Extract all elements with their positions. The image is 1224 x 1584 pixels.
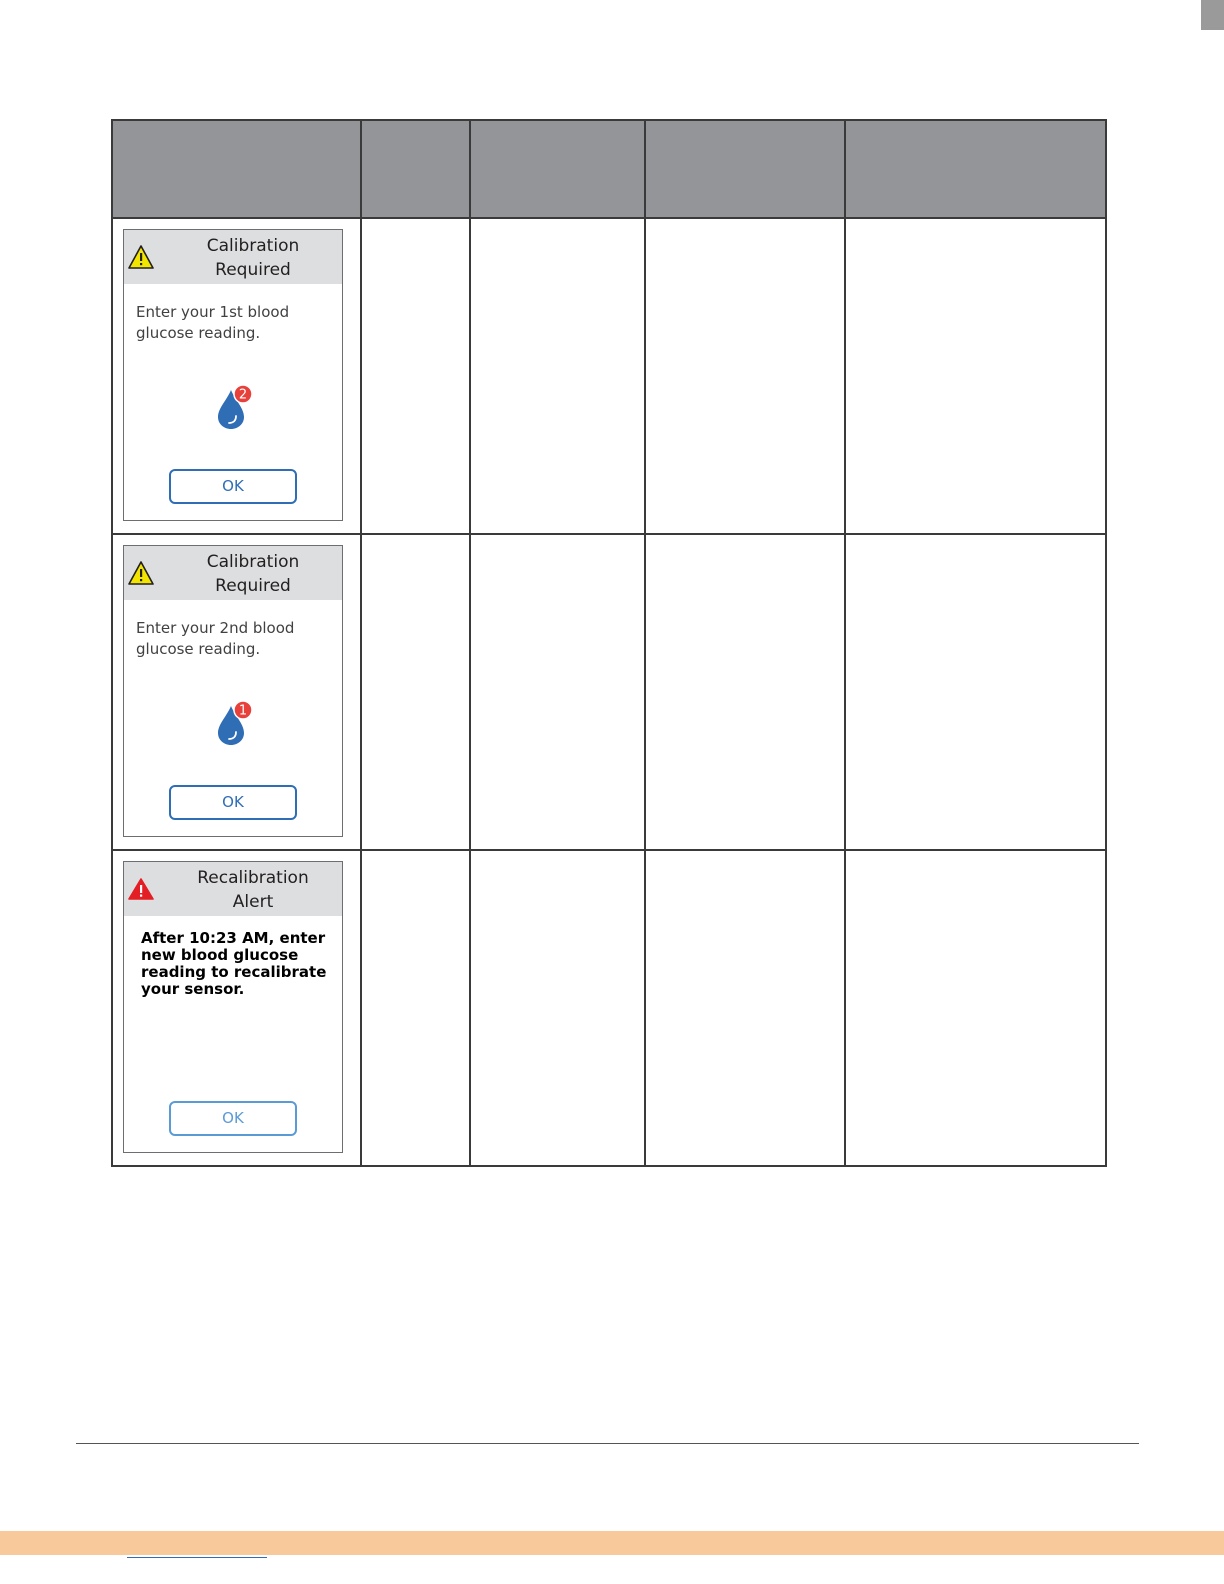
blood-drop-icon	[215, 700, 253, 746]
alerts-table	[111, 119, 1107, 1167]
footer-divider	[76, 1443, 1139, 1444]
table-cell	[470, 218, 645, 534]
table-cell	[845, 850, 1106, 1166]
table-cell	[645, 850, 845, 1166]
table-cell	[645, 534, 845, 850]
drop-badge: 2	[238, 387, 248, 403]
footer-band	[0, 1531, 1224, 1555]
table-cell	[470, 850, 645, 1166]
ok-button[interactable]: OK	[169, 785, 297, 820]
device-screen	[123, 861, 343, 1153]
screen-cell	[112, 534, 361, 850]
header-cell	[361, 120, 470, 218]
screen-title-bar	[124, 230, 342, 284]
screen-cell	[112, 218, 361, 534]
screen-title	[164, 234, 342, 282]
header-cell	[645, 120, 845, 218]
screen-title-bar	[124, 862, 342, 916]
table-cell	[361, 850, 470, 1166]
screen-message: After 10:23 AM, enter new blood glucose reading to recalibrate your sensor.	[141, 929, 327, 998]
device-screen	[123, 229, 343, 521]
table-header-row	[112, 120, 1106, 218]
screen-title-line1: Calibration	[206, 552, 300, 572]
page-edge-tab	[1201, 0, 1224, 30]
table-cell	[470, 534, 645, 850]
warning-triangle-red-icon	[128, 877, 154, 901]
screen-title	[164, 866, 342, 914]
table-cell	[645, 218, 845, 534]
screen-message: Enter your 1st blood glucose reading.	[136, 303, 290, 342]
screen-title-line2: Required	[215, 260, 291, 280]
header-cell	[470, 120, 645, 218]
device-screen	[123, 545, 343, 837]
warning-triangle-yellow-icon	[128, 245, 154, 269]
screen-title-line2: Alert	[232, 892, 274, 912]
screen-title-line1: Recalibration	[197, 868, 309, 888]
warning-triangle-yellow-icon	[128, 561, 154, 585]
screen-title-bar	[124, 546, 342, 600]
table-row	[112, 850, 1106, 1166]
screen-message: Enter your 2nd blood glucose reading.	[136, 619, 295, 658]
drop-badge: 1	[238, 703, 248, 719]
footer-link-underline	[127, 1557, 267, 1558]
header-cell	[845, 120, 1106, 218]
table-row	[112, 218, 1106, 534]
screen-title-line2: Required	[215, 576, 291, 596]
table-cell	[845, 218, 1106, 534]
table-cell	[845, 534, 1106, 850]
screen-title-line1: Calibration	[206, 236, 300, 256]
ok-button[interactable]: OK	[169, 469, 297, 504]
table-cell	[361, 534, 470, 850]
header-cell	[112, 120, 361, 218]
screen-cell	[112, 850, 361, 1166]
screen-title	[164, 550, 342, 598]
table-cell	[361, 218, 470, 534]
table-row	[112, 534, 1106, 850]
ok-button[interactable]: OK	[169, 1101, 297, 1136]
blood-drop-icon	[215, 384, 253, 430]
